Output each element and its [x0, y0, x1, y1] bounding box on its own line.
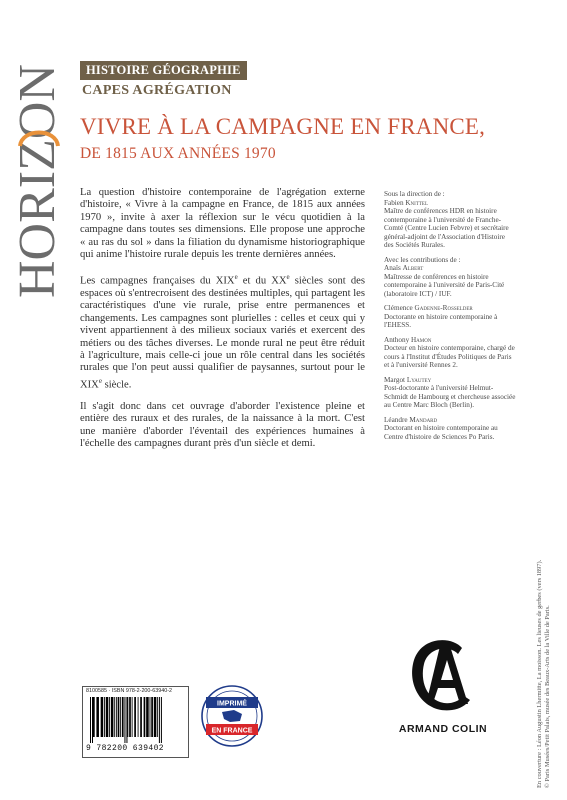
contributor-block-2	[384, 304, 516, 330]
contributor-last-name: Hamon	[410, 335, 432, 344]
brand-logo-graphic	[9, 58, 66, 298]
contributor-first-name: Léandre	[384, 415, 408, 424]
contributor-name	[384, 376, 516, 385]
contributor-last-name: Mandard	[409, 415, 438, 424]
cover-credit-graphic	[529, 440, 557, 790]
barcode-bar	[140, 697, 142, 737]
contributor-name	[384, 264, 516, 273]
series-sublabel: CAPES AGRÉGATION	[82, 83, 232, 98]
contributor-name	[384, 304, 516, 313]
contributions-label: Avec les contributions de :	[384, 255, 461, 264]
barcode-bar	[132, 697, 133, 737]
barcode-guard-bar	[126, 697, 127, 743]
publisher-logo	[400, 630, 480, 720]
brand-wordmark: HORIZON	[9, 64, 66, 298]
barcode-bar	[109, 697, 110, 737]
barcode-bar	[144, 697, 146, 737]
isbn-line: 8100585 · ISBN 978-2-200-63940-2	[86, 688, 173, 694]
contributor-block-1	[384, 256, 516, 299]
series-badge: HISTOIRE GÉOGRAPHIE	[80, 61, 247, 80]
contributor-last-name: Albert	[402, 264, 424, 272]
director-block	[384, 190, 516, 250]
publisher-monogram-icon	[400, 630, 480, 720]
contributor-block-5	[384, 416, 516, 442]
barcode-guard-bar	[124, 697, 125, 743]
barcode-bar	[114, 697, 115, 737]
director-first-name: Fabien	[384, 198, 404, 207]
barcode-bar	[101, 697, 104, 737]
barcode-bar	[151, 697, 153, 737]
barcode-digits: 9 782200 639402	[86, 744, 165, 753]
summary-paragraph-1: La question d'histoire contemporaine de l'agrégation externe d'histoire, « Vivre à la campagne en France, de 1815 aux années 1970 », invite à axer la réflexion sur le vécu quotidien à la campagne dans toutes ses dimensions. Elle propose une approche « au ras du sol » dans la filiation du dynamisme historiographique qui anime l'histoire rurale depuis les trente dernières années.	[80, 187, 365, 261]
stamp-bottom-text: EN FRANCE	[211, 727, 253, 735]
barcode-bar	[127, 697, 128, 737]
barcode-bar	[118, 697, 120, 737]
contributor-first-name: Margot	[384, 375, 406, 384]
barcode-bars	[86, 697, 185, 743]
contributor-bio: Post-doctorante à l'université Helmut-Schmidt de Hambourg et chercheuse associée au Centre Marc Bloch (Berlin).	[384, 384, 516, 409]
printed-in-france-stamp	[200, 684, 264, 748]
barcode-bar	[106, 697, 109, 737]
barcode-bar	[104, 697, 105, 737]
director-bio: Maître de conférences HDR en histoire contemporaine à l'université de Franche-Comté (Centre Lucien Febvre) et secrétaire général-adjoint de l'Association d'Histoire des Sociétés Rurales.	[384, 207, 509, 249]
barcode-guard-bar	[159, 697, 160, 743]
contributor-bio: Doctorant en histoire contemporaine au Centre d'histoire de Sciences Po Paris.	[384, 424, 498, 441]
contributor-first-name: Anaïs	[384, 264, 401, 272]
barcode-guard-bar	[92, 697, 93, 743]
contributor-first-name: Anthony	[384, 335, 410, 344]
stamp-top-text: IMPRIMÉ	[217, 700, 247, 708]
contributor-last-name: Gadenne-Rosselder	[414, 304, 473, 312]
barcode-guard-bar	[161, 697, 162, 743]
brand-logo	[9, 58, 66, 298]
contributor-bio: Doctorante en histoire contemporaine à l'EHESS.	[384, 312, 498, 329]
contributor-bio: Docteur en histoire contemporaine, chargé de cours à l'Institut d'Études Politiques de Paris et à l'université Rennes 2.	[384, 344, 515, 369]
summary-paragraph-3: Il s'agit donc dans cet ouvrage d'aborder l'existence pleine et entière des ruraux et des rurales, de la naissance à la mort. C'est une manière d'aborder l'éventail des expériences humaines à l'échelle des campagnes durant près d'un siècle et demi.	[80, 400, 365, 450]
contributors-column	[384, 190, 516, 447]
back-cover-summary	[80, 187, 365, 460]
barcode-bar	[146, 697, 149, 737]
book-subtitle: DE 1815 AUX ANNÉES 1970	[80, 145, 276, 162]
book-title: VIVRE À LA CAMPAGNE EN FRANCE,	[80, 114, 486, 139]
barcode-bar	[154, 697, 157, 737]
contributor-first-name: Clémence	[384, 304, 413, 312]
barcode-bar	[111, 697, 114, 737]
contributor-block-3	[384, 336, 516, 370]
director-last-name: Knittel	[405, 198, 429, 207]
contributor-name	[384, 336, 516, 345]
barcode-bar	[120, 697, 121, 737]
contributor-name	[384, 416, 516, 425]
barcode-bar	[138, 697, 139, 737]
barcode-bar	[122, 697, 124, 737]
barcode-bar	[150, 697, 151, 737]
barcode-bar	[116, 697, 117, 737]
direction-label: Sous la direction de :	[384, 190, 445, 198]
barcode-guard-bar	[90, 697, 91, 743]
contributor-last-name: Lyautey	[406, 375, 432, 384]
isbn-barcode	[82, 686, 189, 758]
cover-credit	[529, 440, 557, 790]
publisher-name: ARMAND COLIN	[398, 723, 488, 735]
stamp-graphic	[200, 684, 264, 748]
monogram-a-shape	[427, 646, 468, 704]
contributor-block-4	[384, 376, 516, 410]
barcode-bar	[96, 697, 99, 737]
director-name	[384, 199, 516, 208]
barcode-bar	[93, 697, 95, 737]
summary-paragraph-2: Les campagnes françaises du XIXe et du XXe siècles sont des espaces où s'entrecroisent des destinées multiples, qui partagent les caractéristiques d'une vie rurale, prise entre permanences et changements. Les campagnes sont plurielles : celles et ceux qui y vivent appartiennent à des milieux sociaux variés et exercent des métiers ou des tâches diverses. Le monde rural ne peut être réduit à l'agriculture, mais celle-ci joue un rôle central dans les sociétés rurales que l'on peut aussi qualifier de paysannes, surtout pour le XIXe siècle.	[80, 272, 365, 391]
barcode-bar	[134, 697, 136, 737]
barcode-bar	[129, 697, 131, 737]
cover-credit-text: En couverture : Léon Augustin Lhermitte, La moisson. Les lieuses de gerbes (vers 1897). © Paris Musées/Petit Palais, musée des Beaux-Arts de la Ville de Paris.	[536, 559, 551, 788]
contributor-bio: Maîtresse de conférences en histoire contemporaine à l'université de Paris-Cité (laboratoire ICT) / IUF.	[384, 272, 505, 298]
barcode-bar	[157, 697, 158, 737]
